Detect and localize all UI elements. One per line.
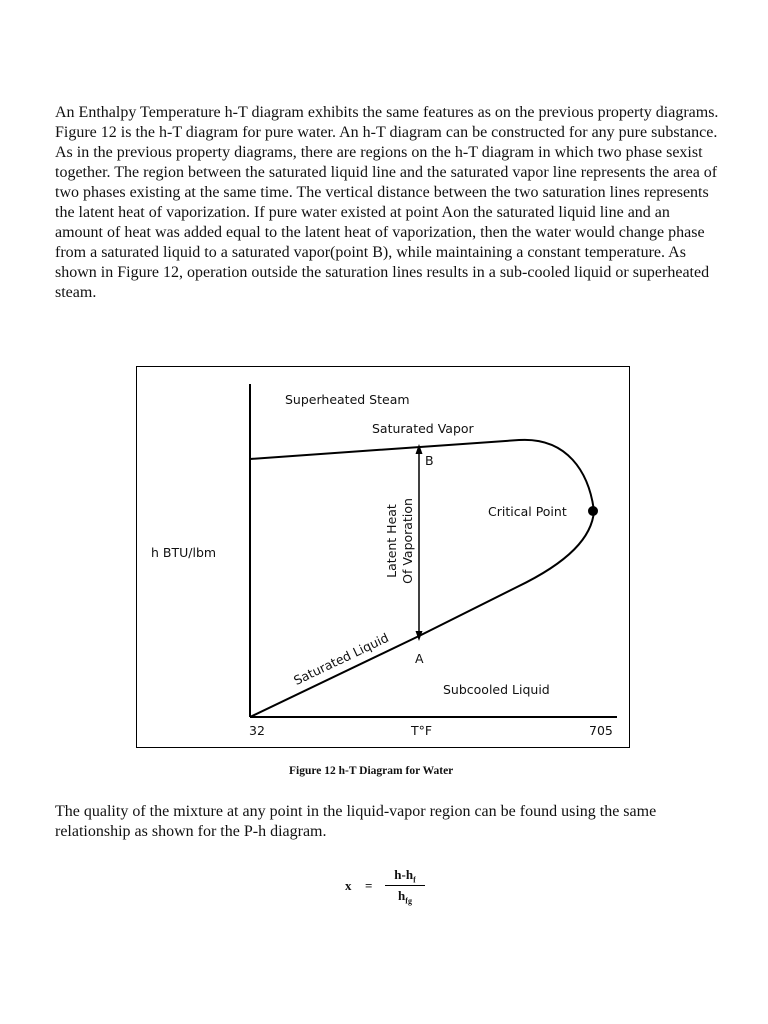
figure-12-frame — [136, 366, 630, 748]
latent-heat-label-line1: Latent Heat — [384, 504, 399, 578]
numerator-text: h-h — [394, 867, 414, 882]
fraction-bar — [385, 885, 425, 886]
superheated-steam-label: Superheated Steam — [285, 392, 410, 407]
quality-paragraph: The quality of the mixture at any point in the liquid-vapor region can be found using the same relationship as shown for the P-h diagram. — [55, 803, 657, 840]
saturated-liquid-label: Saturated Liquid — [291, 629, 391, 688]
critical-point-label: Critical Point — [488, 504, 567, 519]
y-axis-label: h BTU/lbm — [151, 545, 217, 560]
formula-denominator — [385, 887, 425, 905]
formula-numerator — [385, 866, 425, 884]
latent-heat-label-line2: Of Vaporation — [400, 498, 415, 584]
formula-fraction — [385, 866, 425, 905]
critical-point-marker — [588, 506, 598, 516]
point-a-label: A — [415, 651, 424, 666]
arrow-head-down — [416, 631, 423, 641]
x-axis-label: T°F — [411, 723, 433, 738]
numerator-subscript: f — [413, 875, 416, 885]
denominator-subscript: fg — [405, 896, 412, 906]
subcooled-liquid-label: Subcooled Liquid — [443, 682, 550, 697]
formula-equals: = — [365, 878, 373, 893]
x-axis-min-tick: 32 — [249, 723, 265, 738]
formula-lhs: x — [345, 878, 352, 893]
figure-caption: Figure 12 h-T Diagram for Water — [289, 765, 454, 777]
denominator-text: h — [398, 888, 406, 903]
ht-diagram — [137, 367, 631, 749]
x-axis-max-tick: 705 — [589, 723, 613, 738]
saturated-vapor-label: Saturated Vapor — [372, 421, 474, 436]
point-b-label: B — [425, 453, 434, 468]
arrow-head-up — [416, 444, 423, 454]
saturated-vapor-curve — [250, 440, 594, 511]
intro-paragraph: An Enthalpy Temperature h-T diagram exhibits the same features as on the previous property diagrams. Figure 12 is the h-T diagram for pure water. An h-T diagram can be constructed for any pure substance. As in the previous property diagrams, there are regions on the h-T diagram in which two phase sexist together. The region between the saturated liquid line and the saturated vapor line represents the area of two phases existing at the same time. The vertical distance between the two saturation lines represents the latent heat of vaporization. If pure water existed at point Aon the saturated liquid line and an amount of heat was added equal to the latent heat of vaporization, then the water would change phase from a saturated liquid to a saturated vapor(point B), while maintaining a constant temperature. As shown in Figure 12, operation outside the saturation lines results in a sub-cooled liquid or superheated steam. — [55, 104, 719, 301]
